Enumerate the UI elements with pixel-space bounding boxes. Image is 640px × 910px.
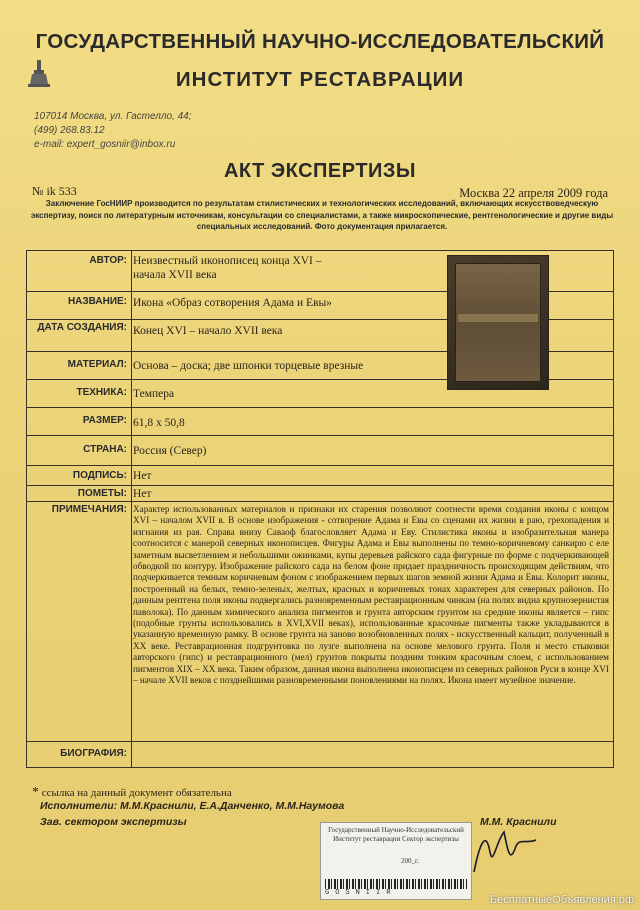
- act-date: Москва 22 апреля 2009 года: [459, 186, 608, 200]
- table-row: [27, 485, 613, 502]
- field-label: ПРИМЕЧАНИЯ:: [51, 504, 127, 515]
- field-value: Основа – доска; две шпонки торцевые врезные: [133, 360, 364, 372]
- icon-divider: [458, 314, 538, 322]
- field-value: 61,8 х 50,8: [133, 417, 185, 429]
- field-label: НАЗВАНИЕ:: [67, 296, 127, 307]
- institute-header: [14, 30, 626, 92]
- head-label: Зав. сектором экспертизы: [40, 816, 187, 828]
- phone-text: (499) 268.83.12: [34, 125, 105, 136]
- intro-text: Заключение ГосНИИР производится по результатам стилистических и технологических исследований, включающих искусствоведческую экспертизу, поиск по литературным источникам, консультации со специалистами, а также микроскопические, рентгенологические и другие виды специальных исследований. Фото документация прилагается.: [30, 199, 614, 231]
- icon-photo: [447, 255, 549, 390]
- header-line-2: ИНСТИТУТ РЕСТАВРАЦИИ: [175, 68, 465, 91]
- signature-icon: [470, 822, 540, 882]
- footnote-star: *: [32, 785, 39, 800]
- field-label: ТЕХНИКА:: [76, 387, 127, 398]
- contact-block: [34, 110, 192, 152]
- field-label: БИОГРАФИЯ:: [60, 748, 127, 759]
- field-value: Нет: [133, 470, 152, 482]
- act-title: АКТ ЭКСПЕРТИЗЫ: [223, 160, 417, 182]
- field-value: Икона «Образ сотворения Адама и Евы»: [133, 297, 332, 309]
- stamp-year: 200_г.: [401, 857, 419, 865]
- institute-stamp: [320, 822, 472, 900]
- footnote-text: ссылка на данный документ обязательна: [41, 787, 232, 799]
- expertise-table: [26, 250, 614, 768]
- field-value: Неизвестный иконописец конца XVI – начала XVII века: [133, 255, 322, 281]
- field-value: Россия (Север): [133, 445, 207, 457]
- address-text: 107014 Москва, ул. Гастелло, 44;: [34, 111, 192, 122]
- act-number: № ik 533: [32, 184, 77, 198]
- executors-line: Исполнители: М.М.Краснили, Е.А.Данченко, М.М.Наумова: [40, 800, 345, 812]
- field-value: Конец XVI – начало XVII века: [133, 325, 283, 337]
- footnote: [32, 785, 232, 801]
- table-row: [27, 407, 613, 436]
- field-label: ПОДПИСЬ:: [72, 470, 127, 481]
- field-value: Нет: [133, 488, 152, 500]
- barcode-icon: [325, 879, 467, 889]
- watermark: БесплатныеОбъявления.рф: [489, 894, 634, 906]
- field-label: МАТЕРИАЛ:: [67, 359, 127, 370]
- field-label: ПОМЕТЫ:: [77, 488, 127, 499]
- field-label: ДАТА СОЗДАНИЯ:: [37, 322, 127, 333]
- notes-text: Характер использованных материалов и признаки их старения позволяют соотнести время создания иконы с концом XVI – началом XVII в. В основе изображения - сотворение Адама и Евы со сценами их жизни в раю, грехопадения и изгнания из рая. Справа внизу Саваоф благословляет Адама и Еву. Стилистика иконы и изобразительная манера соотносится с манерой северных иконописцев. Фигуры Адама и Евы выполнены по темно-коричневому санкирю с еле заметным высветлением и небольшими ожинками, купы деревьев райского сада фигурные по форме с подчеркивающей обводкой по контуру. Изображение райского сада на белом фоне придает праздничность происходящим действиям, что подчеркивается темным коричневым фоном с изображением первых шагов земной жизни Адама и Евы. Колорит иконы, построенный на белых, темно-зеленых, желтых, красных и коричневых тонах характерен для северных районов. По данным рентгена поля иконы подвергались разновременным реставрационным чинкам (на полях видна крупнозернистая паволока). По данным химического анализа пигментов и грунта авторским грунтом на средние иконы является – гипс (подобные грунты использовались в XVI,XVII веках), использованные красочные пигменты также укладываются в указанную временную рамку. В основе грунта на заново возобновленных полях - искусственный кальцит, полученный в XX веке. Реставрационная подгрунтовка по лузге выполнена на основе мелового грунта. Поля и место стыковки авторского (гипс) и реставрационного (мел) грунтов покрыты поздним тонким красочным слоем, с использованием пигментов XIX – XX века. Таким образом, данная икона выполнена иконописцем из северных районов Руси в конце XVI – начале XVII веков с позднейшими разновременными поновлениями на полях. Икона имеет музейное значение.: [133, 504, 609, 686]
- header-line-1: ГОСУДАРСТВЕННЫЙ НАУЧНО-ИССЛЕДОВАТЕЛЬСКИЙ: [35, 30, 605, 53]
- field-label: АВТОР:: [89, 255, 127, 266]
- field-label: СТРАНА:: [83, 444, 127, 455]
- table-row: [27, 435, 613, 466]
- field-value: Темпера: [133, 388, 175, 400]
- table-row: [27, 741, 613, 768]
- icon-painting: [455, 263, 541, 382]
- stamp-text: Государственный Научно-Исследовательский Институт реставрации Сектор экспертизы: [328, 826, 464, 843]
- table-row: [27, 465, 613, 486]
- field-label: РАЗМЕР:: [82, 415, 127, 426]
- head-name: М.М. Краснили: [480, 816, 557, 828]
- table-row: [27, 501, 613, 742]
- email-text: e-mail: expert_gosniir@inbox.ru: [34, 139, 176, 150]
- barcode-text: GOSNIIR: [325, 889, 397, 897]
